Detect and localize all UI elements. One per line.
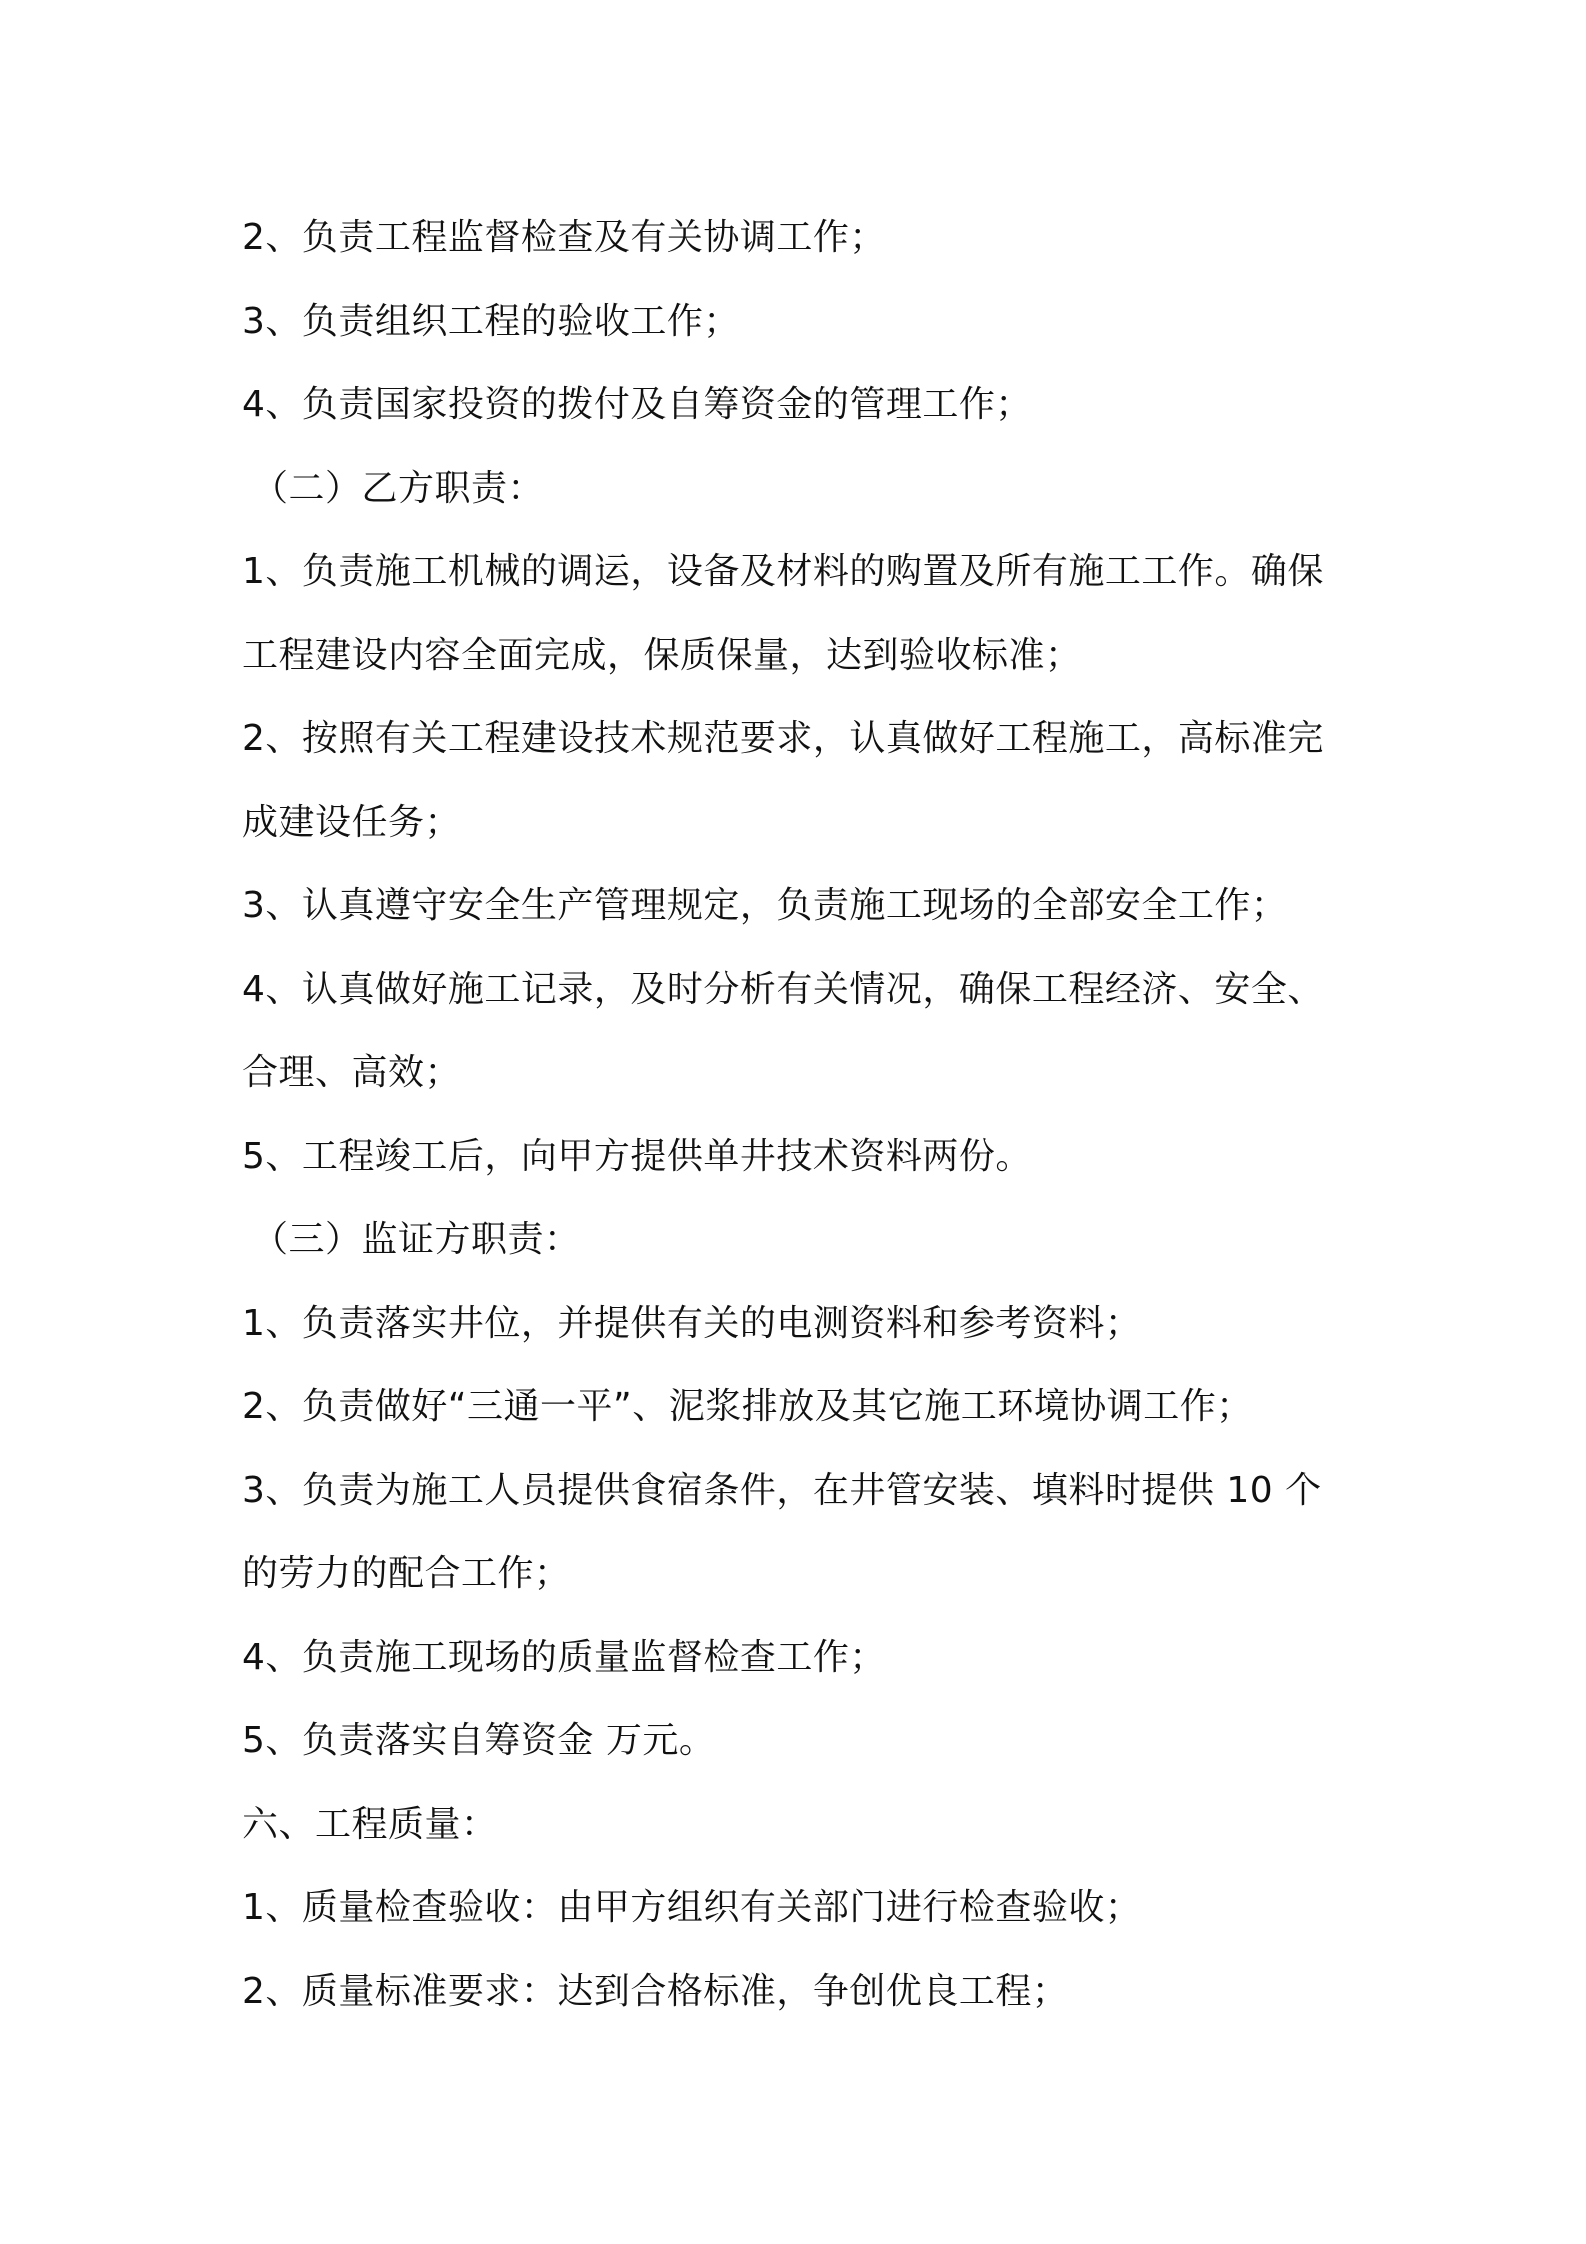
list-item: 3、负责组织工程的验收工作；: [242, 300, 740, 342]
list-item: 2、按照有关工程建设技术规范要求，认真做好工程施工，高标准完: [242, 718, 1324, 759]
list-item-continuation: 成建设任务；: [242, 801, 462, 843]
list-item-continuation: 工程建设内容全面完成，保质保量，达到验收标准；: [242, 634, 1082, 676]
section-heading: 六、工程质量：: [242, 1803, 498, 1845]
list-item: 4、认真做好施工记录，及时分析有关情况，确保工程经济、安全、: [242, 968, 1324, 1010]
list-item: 5、负责落实自筹资金 万元。: [242, 1720, 716, 1761]
section-heading: （三）监证方职责：: [252, 1219, 581, 1260]
list-item: 1、质量检查验收：由甲方组织有关部门进行检查验收；: [242, 1887, 1142, 1928]
list-item: 5、工程竣工后，向甲方提供单井技术资料两份。: [242, 1135, 1032, 1177]
list-item-continuation: 的劳力的配合工作；: [242, 1553, 571, 1594]
document-body: [242, 196, 1362, 2033]
list-item: 4、负责国家投资的拨付及自筹资金的管理工作；: [242, 384, 1032, 425]
list-item: 2、负责工程监督检查及有关协调工作；: [242, 217, 886, 258]
list-item-continuation: 合理、高效；: [242, 1052, 462, 1093]
list-item: 1、负责落实井位，并提供有关的电测资料和参考资料；: [242, 1302, 1142, 1344]
list-item: 2、质量标准要求：达到合格标准，争创优良工程；: [242, 1970, 1069, 2012]
list-item: 1、负责施工机械的调运，设备及材料的购置及所有施工工作。确保: [242, 551, 1324, 592]
list-item: 3、负责为施工人员提供食宿条件，在井管安装、填料时提供 10 个: [242, 1469, 1322, 1511]
list-item: 2、负责做好“三通一平”、泥浆排放及其它施工环境协调工作；: [242, 1386, 1253, 1427]
list-item: 4、负责施工现场的质量监督检查工作；: [242, 1636, 886, 1678]
section-heading: （二）乙方职责：: [252, 467, 545, 509]
list-item: 3、认真遵守安全生产管理规定，负责施工现场的全部安全工作；: [242, 885, 1288, 926]
